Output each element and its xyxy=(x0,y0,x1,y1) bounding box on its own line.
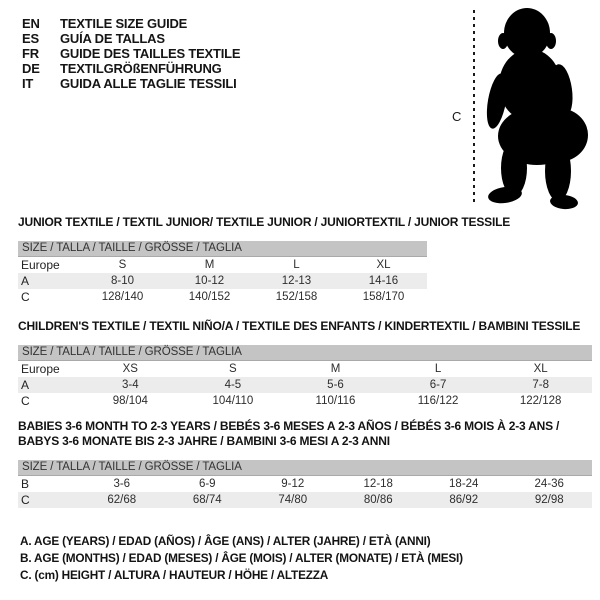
language-title: TEXTILGRÖßENFÜHRUNG xyxy=(60,61,222,76)
size-cell: XL xyxy=(376,259,391,271)
size-cell: 10-12 xyxy=(194,275,225,287)
language-row xyxy=(22,46,240,61)
size-cell: S xyxy=(229,363,237,375)
footnotes xyxy=(20,533,463,584)
row-label: Europe xyxy=(21,362,60,376)
language-code: ES xyxy=(22,31,39,46)
size-cell: 14-16 xyxy=(368,275,399,287)
row-label: B xyxy=(21,477,30,491)
size-cell: 92/98 xyxy=(534,494,564,506)
size-cell: M xyxy=(204,259,215,271)
size-cell: 62/68 xyxy=(107,494,137,506)
language-title-list xyxy=(22,16,240,91)
table-row xyxy=(18,289,427,305)
size-cell: 116/122 xyxy=(417,395,459,407)
size-cell: 12-13 xyxy=(281,275,312,287)
table-row xyxy=(18,377,592,393)
table-row xyxy=(18,273,427,289)
size-cell: 9-12 xyxy=(281,478,305,490)
language-title: GUÍA DE TALLAS xyxy=(60,31,165,46)
size-cell: 8-10 xyxy=(110,275,135,287)
language-row xyxy=(22,31,240,46)
size-cell: L xyxy=(434,363,442,375)
size-header-bar: SIZE / TALLA / TAILLE / GRÖSSE / TAGLIA xyxy=(18,241,427,257)
table-row xyxy=(18,393,592,409)
language-row xyxy=(22,76,240,91)
footnote-line: C. (cm) HEIGHT / ALTURA / HAUTEUR / HÖHE / ALTEZZA xyxy=(20,568,329,582)
size-cell: 7-8 xyxy=(532,379,549,391)
size-cell: S xyxy=(118,259,127,271)
size-cell: XS xyxy=(122,363,138,375)
language-code: FR xyxy=(22,46,39,61)
size-cell: 122/128 xyxy=(519,395,562,407)
size-cell: 104/110 xyxy=(212,395,254,407)
size-cell: 68/74 xyxy=(192,494,222,506)
language-title: TEXTILE SIZE GUIDE xyxy=(60,16,188,31)
section-heading: CHILDREN'S TEXTILE / TEXTIL NIÑO/A / TEXTILE DES ENFANTS / KINDERTEXTIL / BAMBINI TESSILE xyxy=(18,319,581,333)
size-cell: XL xyxy=(533,363,548,375)
size-cell: 110/116 xyxy=(315,395,356,407)
row-label: C xyxy=(21,493,30,507)
size-cell: 80/86 xyxy=(363,494,393,506)
measure-label-c: C xyxy=(452,109,462,124)
footnote-line: A. AGE (YEARS) / EDAD (AÑOS) / ÂGE (ANS) / ALTER (JAHRE) / ETÀ (ANNI) xyxy=(20,534,431,548)
footnote-line: B. AGE (MONTHS) / EDAD (MESES) / ÂGE (MOIS) / ALTER (MONATE) / ETÀ (MESI) xyxy=(20,551,463,565)
size-cell: 140/152 xyxy=(188,291,231,303)
language-code: DE xyxy=(22,61,40,76)
language-row xyxy=(22,61,240,76)
size-cell: 12-18 xyxy=(363,478,393,490)
size-section-children xyxy=(18,319,592,409)
language-title: GUIDE DES TAILLES TEXTILE xyxy=(60,46,241,61)
language-row xyxy=(22,16,240,31)
size-cell: M xyxy=(330,363,341,375)
size-header-bar: SIZE / TALLA / TAILLE / GRÖSSE / TAGLIA xyxy=(18,345,592,361)
section-heading: BABYS 3-6 MONATE BIS 2-3 JAHRE / BAMBINI 3-6 MESI A 2-3 ANNI xyxy=(18,434,390,448)
row-label: A xyxy=(21,378,30,392)
size-section-babies xyxy=(18,419,592,508)
table-row xyxy=(18,361,592,377)
size-cell: 86/92 xyxy=(449,494,479,506)
table-row xyxy=(18,257,427,273)
baby-figure-svg xyxy=(450,5,598,217)
baby-silhouette-icon xyxy=(483,8,588,210)
size-cell: 158/170 xyxy=(362,291,405,303)
section-heading: BABIES 3-6 MONTH TO 2-3 YEARS / BEBÉS 3-6 MESES A 2-3 AÑOS / BÉBÉS 3-6 MOIS À 2-3 ANS / xyxy=(18,419,560,433)
size-cell: 6-9 xyxy=(198,478,216,490)
size-cell: 98/104 xyxy=(112,395,148,407)
size-cell: 4-5 xyxy=(224,379,242,391)
table-row xyxy=(18,476,592,492)
size-cell: L xyxy=(293,259,300,271)
row-label: A xyxy=(21,274,30,288)
size-cell: 3-6 xyxy=(113,478,131,490)
row-label: C xyxy=(21,290,30,304)
language-title: GUIDA ALLE TAGLIE TESSILI xyxy=(60,76,237,91)
size-cell: 18-24 xyxy=(449,478,479,490)
language-code: EN xyxy=(22,16,40,31)
row-label: Europe xyxy=(21,258,60,272)
table-row xyxy=(18,492,592,508)
size-cell: 5-6 xyxy=(327,379,344,391)
size-cell: 24-36 xyxy=(534,478,564,490)
size-cell: 3-4 xyxy=(121,379,139,391)
baby-figure xyxy=(450,5,598,217)
section-heading: JUNIOR TEXTILE / TEXTIL JUNIOR/ TEXTILE JUNIOR / JUNIORTEXTIL / JUNIOR TESSILE xyxy=(18,215,511,229)
size-cell: 152/158 xyxy=(275,291,318,303)
size-section-junior xyxy=(18,215,511,305)
size-header-bar: SIZE / TALLA / TAILLE / GRÖSSE / TAGLIA xyxy=(18,460,592,476)
size-cell: 128/140 xyxy=(101,291,144,303)
row-label: C xyxy=(21,394,30,408)
language-code: IT xyxy=(22,76,34,91)
size-cell: 6-7 xyxy=(429,379,447,391)
size-cell: 74/80 xyxy=(278,494,308,506)
